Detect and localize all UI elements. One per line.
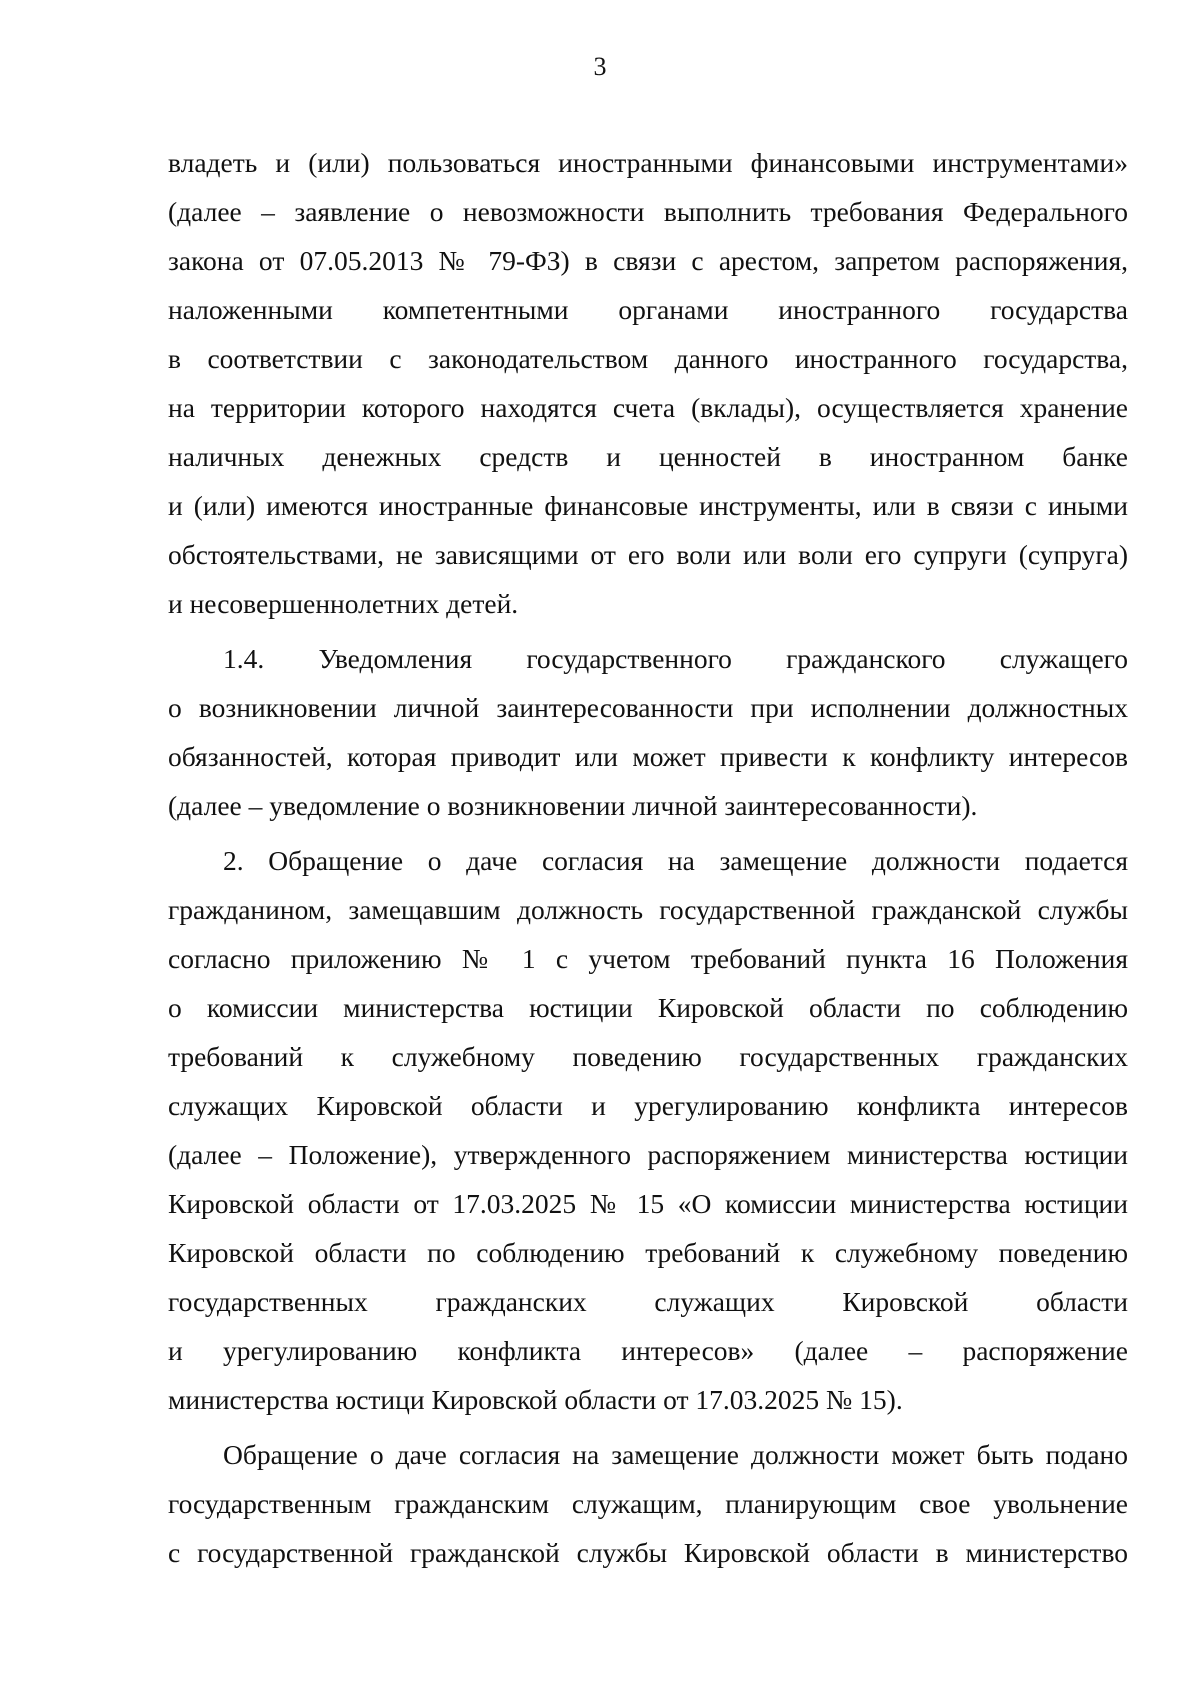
- text-line: требований к служебному поведению государственных гражданских: [168, 1041, 1128, 1072]
- text-line: и (или) имеются иностранные финансовые инструменты, или в связи с иными: [168, 490, 1128, 521]
- text-line: о комиссии министерства юстиции Кировской области по соблюдению: [168, 992, 1128, 1023]
- text-line: Обращение о даче согласия на замещение должности может быть подано: [223, 1439, 1128, 1470]
- text-line: Кировской области от 17.03.2025 № 15 «О комиссии министерства юстиции: [168, 1188, 1128, 1219]
- paragraph-item-1-4: [168, 634, 1128, 830]
- text-line: обстоятельствами, не зависящими от его воли или воли его супруги (супруга): [168, 539, 1128, 570]
- text-line: министерства юстици Кировской области от 17.03.2025 № 15).: [168, 1384, 903, 1415]
- text-line: в соответствии с законодательством данного иностранного государства,: [168, 343, 1128, 374]
- page-number: 3: [593, 52, 607, 81]
- text-line: (далее – уведомление о возникновении личной заинтересованности).: [168, 790, 978, 821]
- paragraph-continuation: [168, 138, 1128, 628]
- text-line: 1.4. Уведомления государственного гражданского служащего: [223, 643, 1128, 674]
- text-line: 2. Обращение о даче согласия на замещение должности подается: [223, 845, 1128, 876]
- paragraph-request-submission: [168, 1430, 1128, 1577]
- text-line: наличных денежных средств и ценностей в иностранном банке: [168, 441, 1128, 472]
- text-line: (далее – заявление о невозможности выполнить требования Федерального: [168, 196, 1128, 227]
- text-line: закона от 07.05.2013 № 79-ФЗ) в связи с арестом, запретом распоряжения,: [168, 245, 1128, 276]
- text-line: государственным гражданским служащим, планирующим свое увольнение: [168, 1488, 1128, 1519]
- text-line: владеть и (или) пользоваться иностранными финансовыми инструментами»: [168, 147, 1128, 178]
- text-line: и несовершеннолетних детей.: [168, 588, 519, 619]
- text-line: Кировской области по соблюдению требований к служебному поведению: [168, 1237, 1128, 1268]
- text-line: и урегулированию конфликта интересов» (далее – распоряжение: [168, 1335, 1128, 1366]
- text-line: на территории которого находятся счета (вклады), осуществляется хранение: [168, 392, 1128, 423]
- text-line: о возникновении личной заинтересованности при исполнении должностных: [168, 692, 1128, 723]
- text-line: гражданином, замещавшим должность государственной гражданской службы: [168, 894, 1128, 925]
- text-line: согласно приложению № 1 с учетом требований пункта 16 Положения: [168, 943, 1128, 974]
- document-body: [168, 138, 1128, 1577]
- text-line: с государственной гражданской службы Кировской области в министерство: [168, 1537, 1128, 1568]
- text-line: наложенными компетентными органами иностранного государства: [168, 294, 1128, 325]
- text-line: государственных гражданских служащих Кировской области: [168, 1286, 1128, 1317]
- text-line: (далее – Положение), утвержденного распоряжением министерства юстиции: [168, 1139, 1128, 1170]
- text-line: служащих Кировской области и урегулированию конфликта интересов: [168, 1090, 1128, 1121]
- text-line: обязанностей, которая приводит или может привести к конфликту интересов: [168, 741, 1128, 772]
- paragraph-item-2: [168, 836, 1128, 1424]
